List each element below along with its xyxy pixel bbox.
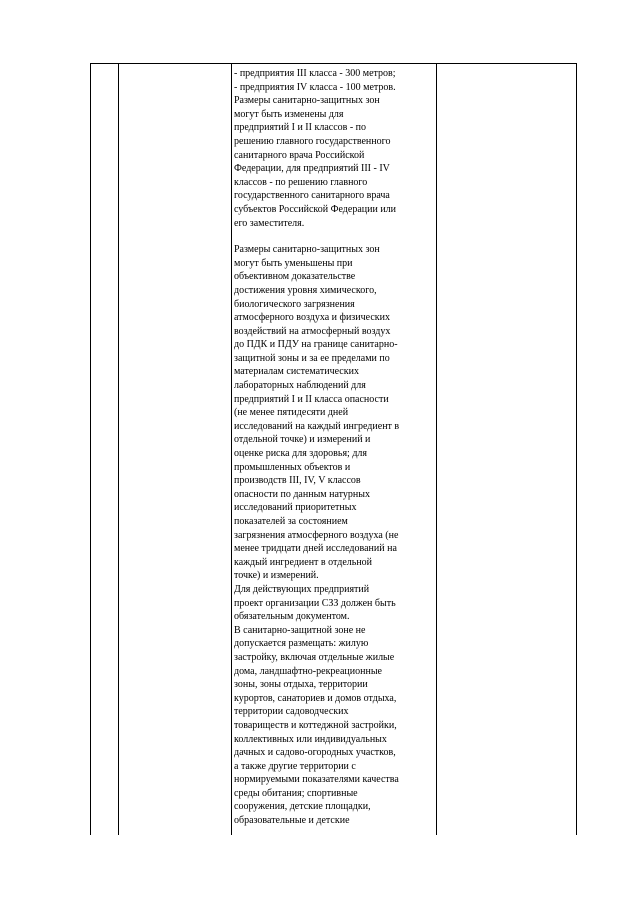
text-line: загрязнения атмосферного воздуха (не <box>234 529 399 541</box>
table-column-border-5 <box>576 63 577 835</box>
text-line: - предприятия IV класса - 100 метров. <box>234 81 396 93</box>
text-line: Для действующих предприятий <box>234 583 370 595</box>
text-line: могут быть изменены для <box>234 108 344 120</box>
text-line: материалам систематических <box>234 366 359 378</box>
text-line: зоны, зоны отдыха, территории <box>234 679 368 691</box>
text-line: каждый ингредиент в отдельной <box>234 556 373 568</box>
paragraph-zone-sizes <box>234 67 434 230</box>
table-column-border-4 <box>436 63 437 835</box>
text-line: Федерации, для предприятий III - IV <box>234 163 390 175</box>
text-line: исследований на каждый ингредиент в <box>234 420 400 432</box>
text-line: обязательным документом. <box>234 611 350 623</box>
text-line: достижения уровня химического, <box>234 284 377 296</box>
text-line: курортов, санаториев и домов отдыха, <box>234 692 397 704</box>
text-line: объективном доказательстве <box>234 271 356 283</box>
text-line: проект организации СЗЗ должен быть <box>234 597 396 609</box>
text-line: до ПДК и ПДУ на границе санитарно- <box>234 339 398 351</box>
text-line: дачных и садово-огородных участков, <box>234 747 396 759</box>
table-column-border-2 <box>118 63 119 835</box>
text-line: территории садоводческих <box>234 706 349 718</box>
paragraph-gap <box>234 230 434 243</box>
text-line: среды обитания; спортивные <box>234 787 358 799</box>
table-top-border <box>90 63 577 64</box>
text-line: воздействий на атмосферный воздух <box>234 325 391 337</box>
text-line: образовательные и детские <box>234 815 350 827</box>
text-line: опасности по данным натурных <box>234 488 370 500</box>
text-line: оценке риска для здоровья; для <box>234 448 367 460</box>
text-line: промышленных объектов и <box>234 461 351 473</box>
text-line: биологического загрязнения <box>234 298 355 310</box>
text-line: показателей за состоянием <box>234 516 348 527</box>
text-line: коллективных или индивидуальных <box>234 733 387 745</box>
text-line: лабораторных наблюдений для <box>234 380 366 392</box>
text-line: решению главного государственного <box>234 135 391 147</box>
text-line: субъектов Российской Федерации или <box>234 203 397 215</box>
text-line: могут быть уменьшены при <box>234 257 353 269</box>
text-line: а также другие территории с <box>234 760 356 772</box>
text-line: сооружения, детские площадки, <box>234 801 371 813</box>
text-line: точке) и измерений. <box>234 570 319 582</box>
text-line: отдельной точке) и измерений и <box>234 434 371 446</box>
table-column-border-3 <box>231 63 232 835</box>
text-line: товариществ и коттеджной застройки, <box>234 719 397 731</box>
paragraph-zone-reduction <box>234 243 434 828</box>
text-line: дома, ландшафтно-рекреационные <box>234 665 382 677</box>
text-line: санитарного врача Российской <box>234 149 365 161</box>
text-line: защитной зоны и за ее пределами по <box>234 352 390 364</box>
text-line: классов - по решению главного <box>234 176 368 188</box>
text-line: исследований приоритетных <box>234 502 357 514</box>
text-line: - предприятия III класса - 300 метров; <box>234 68 396 79</box>
text-line: производств III, IV, V классов <box>234 475 361 487</box>
text-line: (не менее пятидесяти дней <box>234 407 349 419</box>
text-line: допускается размещать: жилую <box>234 638 369 650</box>
text-line: его заместителя. <box>234 217 305 229</box>
text-line: Размеры санитарно-защитных зон <box>234 95 380 107</box>
text-line: атмосферного воздуха и физических <box>234 312 390 324</box>
text-line: Размеры санитарно-защитных зон <box>234 244 380 256</box>
text-line: предприятий I и II класса опасности <box>234 393 389 405</box>
text-line: государственного санитарного врача <box>234 190 390 202</box>
text-line: застройку, включая отдельные жилые <box>234 651 395 663</box>
text-line: В санитарно-защитной зоне не <box>234 624 366 636</box>
requirements-cell-text <box>234 67 434 828</box>
text-line: предприятий I и II классов - по <box>234 122 367 134</box>
text-line: менее тридцати дней исследований на <box>234 543 397 555</box>
table-column-border-1 <box>90 63 91 835</box>
text-line: нормируемыми показателями качества <box>234 774 399 786</box>
